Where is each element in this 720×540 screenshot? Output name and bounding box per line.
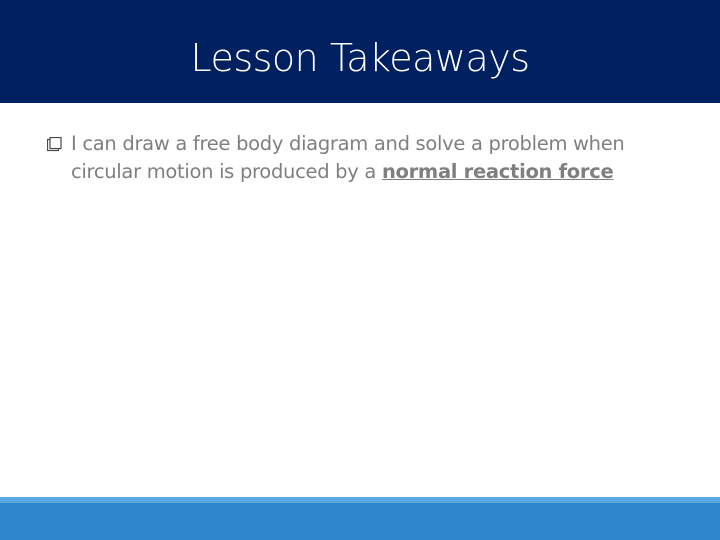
slide-title: Lesson Takeaways	[190, 36, 530, 80]
takeaway-bullet	[47, 130, 687, 186]
slide-header	[0, 0, 720, 103]
footer-bar	[0, 497, 720, 540]
checkbox-bullet-icon	[47, 137, 62, 152]
bullet-emphasis: normal reaction force	[381, 160, 614, 183]
footer-highlight-line	[0, 497, 720, 503]
bullet-text: I can draw a free body diagram and solve a problem when circular motion is produced by a	[71, 132, 625, 183]
slide-content	[47, 130, 687, 186]
